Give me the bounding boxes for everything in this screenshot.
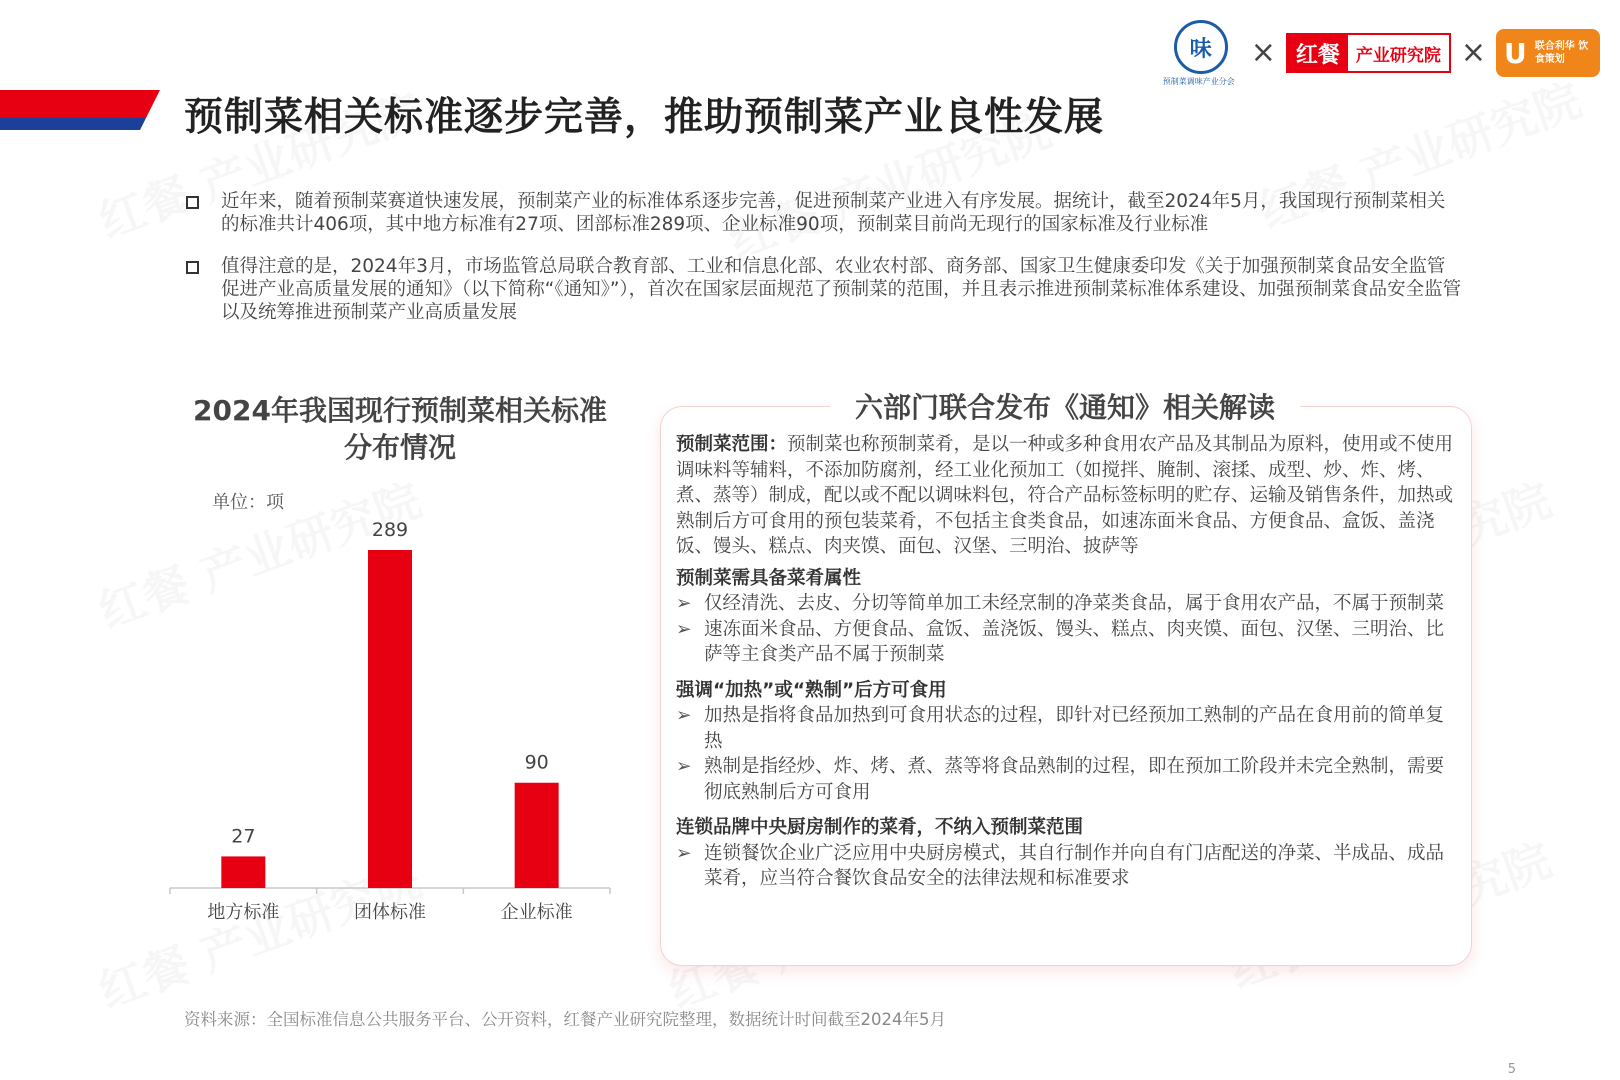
section-heading: 连锁品牌中央厨房制作的菜肴，不纳入预制菜范围 [676,817,1084,838]
section-heading: 预制菜需具备菜肴属性 [676,567,862,589]
x-tick-label: 团体标准 [354,902,426,923]
section-item-text: 连锁餐饮企业广泛应用中央厨房模式，其自行制作并向自有门店配送的净菜、半成品、成品菜肴，应当符合餐饮食品安全的法律法规和标准要求 [704,842,1445,889]
bar-1 [221,856,265,888]
bar-chart [160,520,620,940]
page-number: 5 [1507,1062,1516,1077]
square-bullet-icon [186,261,199,274]
intro-bullet [186,190,1462,236]
unilever-logo [1496,29,1600,77]
x-tick-label: 企业标准 [500,902,573,923]
section-item-text: 加热是指将食品加热到可食用状态的过程，即针对已经预加工熟制的产品在食用前的简单复热 [704,705,1445,752]
title-accent-bar [0,90,160,132]
logo-group [1157,20,1600,86]
intro-bullet [186,255,1462,324]
chart-unit-label: 单位：项 [212,492,284,513]
unilever-logo-text: 联合利华 饮食策划 [1534,41,1589,65]
chart-title [180,392,620,466]
hongcan-logo-text: 产业研究院 [1348,35,1449,71]
chart-title-line: 分布情况 [343,431,456,464]
arrow-bullet-icon: ➢ [676,618,692,640]
association-logo [1157,20,1241,86]
arrow-bullet-icon: ➢ [676,593,692,614]
bar-value-label: 289 [371,520,409,541]
scope-label: 预制菜范围： [676,434,788,455]
arrow-bullet-icon: ➢ [676,705,692,726]
hongcan-logo [1286,33,1451,73]
source-note: 资料来源：全国标准信息公共服务平台、公开资料，红餐产业研究院整理，数据统计时间截至2024年5月 [184,1010,946,1029]
square-bullet-icon [186,196,199,209]
intro-bullet-text: 值得注意的是，2024年3月，市场监管总局联合教育部、工业和信息化部、农业农村部、商务部、国家卫生健康委印发《关于加强预制菜食品安全监管 促进产业高质量发展的通知》（以下简称“《通知》”），首次在国家层面规范了预制菜的范围，并且表示推进预制菜标准体系建设、加强预制菜食品安全监管以及统筹推进预制菜产业高质量发展 [221,256,1462,323]
section-item [676,703,1456,754]
section-item [676,841,1456,892]
chart-title-line: 2024年我国现行预制菜相关标准 [193,394,607,427]
panel-section [676,678,1456,806]
hongcan-logo-mark: 红餐 [1288,35,1348,71]
section-item [676,617,1456,668]
page-title: 预制菜相关标准逐步完善，推助预制菜产业良性发展 [184,95,1105,140]
association-caption: 预制菜调味产业分会 [1162,77,1235,86]
panel-section [676,815,1456,892]
scope-text: 预制菜也称预制菜肴，是以一种或多种食用农产品及其制品为原料，使用或不使用调味料等辅料，不添加防腐剂，经工业化预加工（如搅拌、腌制、滚揉、成型、炒、炸、烤、煮、蒸等）制成，配以或不配以调味料包，符合产品标签标明的贮存、运输及销售条件，加热或熟制后方可食用的预包装菜肴，不包括主食类食品，如速冻面米食品、方便食品、盒饭、盖浇饭、馒头、糕点、肉夹馍、面包、汉堡、三明治、披萨等 [676,434,1454,557]
unilever-mark-icon: U [1504,36,1527,70]
scope-paragraph [676,432,1456,560]
panel-body [676,432,1456,892]
section-heading: 强调“加热”或“熟制”后方可食用 [676,679,947,701]
section-item [676,591,1456,617]
intro-bullets [186,190,1462,343]
section-item-text: 仅经清洗、去皮、分切等简单加工未经烹制的净菜类食品，属于食用农产品，不属于预制菜 [704,593,1445,614]
section-item-text: 速冻面米食品、方便食品、盒饭、盖浇饭、馒头、糕点、肉夹馍、面包、汉堡、三明治、比萨等主食类产品不属于预制菜 [704,618,1445,665]
bar-3 [515,783,559,888]
bar-2 [368,550,412,888]
panel-title: 六部门联合发布《通知》相关解读 [830,388,1300,428]
arrow-bullet-icon: ➢ [676,842,692,864]
bar-value-label: 27 [231,825,256,848]
times-icon: × [1460,35,1486,70]
x-tick-label: 地方标准 [207,902,280,923]
arrow-bullet-icon: ➢ [676,756,692,777]
times-icon: × [1250,35,1276,70]
association-seal-icon: 味 [1174,20,1228,74]
panel-section [676,566,1456,668]
intro-bullet-text: 近年来，随着预制菜赛道快速发展，预制菜产业的标准体系逐步完善，促进预制菜产业进入有序发展。据统计，截至2024年5月，我国现行预制菜相关的标准共计406项，其中地方标准有27项、团部标准289项、企业标准90项，预制菜目前尚无现行的国家标准及行业标准 [221,191,1446,235]
section-item-text: 熟制是指经炒、炸、烤、煮、蒸等将食品熟制的过程，即在预加工阶段并未完全熟制，需要彻底熟制后方可食用 [704,756,1445,803]
bar-value-label: 90 [524,751,549,774]
section-item [676,754,1456,805]
